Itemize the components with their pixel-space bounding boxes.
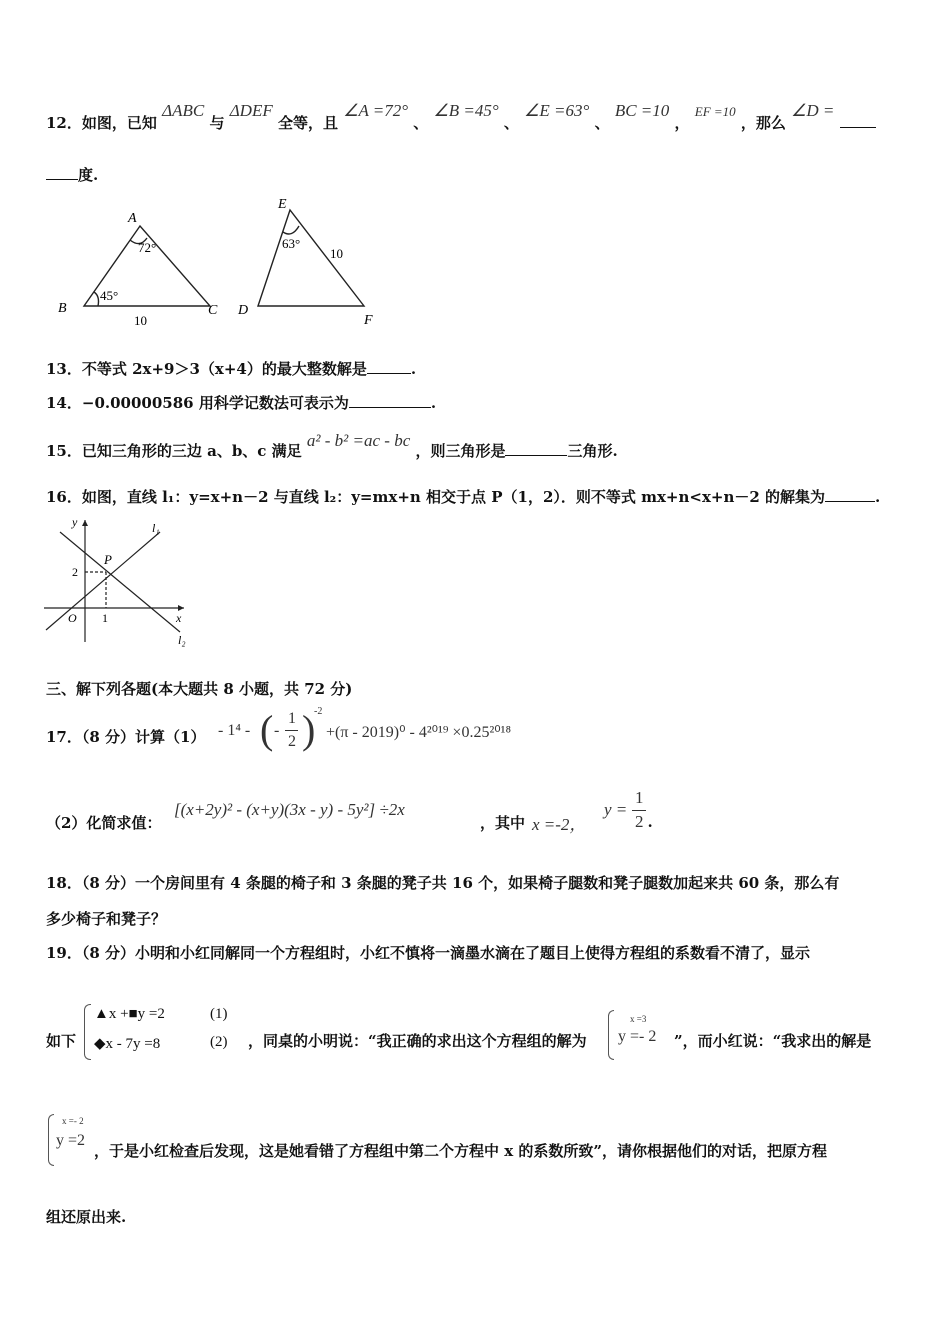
q19-line4 [46,1206,126,1227]
label-f: F [364,313,373,328]
q12-sep: 、 [503,114,519,132]
solution2-y: y =2 [56,1132,86,1149]
q17-paren-left: ( [260,707,274,752]
label-b: B [58,301,67,316]
label-e: E [278,197,287,212]
equation-2-number: (2) [210,1034,228,1050]
q17-part2-mid: ，其中 [480,814,526,832]
y-arrow-icon [82,520,88,526]
q12-bc: BC =10 [614,101,670,120]
q19-line2-mid [248,1030,587,1051]
q14-end: . [430,394,437,412]
q17-term1: - 1⁴ - [218,722,251,739]
q12-and: 与 [209,114,225,132]
solution2-brace [48,1114,54,1166]
label-one: 1 [102,611,108,625]
q15-end: 三角形. [567,442,618,460]
label-x: x [176,611,182,625]
label-p: P [104,552,112,567]
q17-frac-num: 1 [288,710,296,727]
q12-angle-a: ∠A =72° [343,101,409,120]
solution2-x: x =- 2 [62,1116,84,1126]
equation-1-number: (1) [210,1006,228,1022]
q15-formula: a² - b² =ac - bc [306,431,411,450]
q15-answer-blank[interactable] [505,441,567,456]
q19-line2 [46,1030,76,1051]
label-y: y [72,515,78,529]
q17-frac-sign: - [274,722,280,739]
q12-degree: 度. [78,166,99,184]
q19-mid3: ，于是小红检查后发现，这是她看错了方程组中第二个方程中 x 的系数所致”，请你根据他们的对话，把原方程 [94,1142,828,1160]
q16-end: . [875,488,881,506]
q12-prefix: 12．如图，已知 [46,114,157,132]
q12-line1 [46,101,876,133]
line-l2 [60,532,180,632]
q13-answer-blank[interactable] [367,359,411,374]
q15 [46,431,618,461]
equation-1: ▲x +■y =2 [94,1006,165,1022]
section-title [46,678,352,699]
label-side-ef: 10 [330,246,343,261]
label-l1: l₁ [152,521,160,535]
q19-text1: 19．（8 分）小明和小红同解同一个方程组时，小红不慎将一滴墨水滴在了题目上使得方程组的系数看不清了，显示 [46,944,811,962]
q19-system [84,1004,244,1060]
q17-x-value: x =-2， [532,815,587,834]
q18-text2: 多少椅子和凳子？ [46,910,167,928]
q17-part2 [46,812,161,833]
q19-prefix: 如下 [46,1032,77,1050]
label-a: A [128,211,137,226]
system-brace [84,1004,91,1060]
q16-text: 16．如图，直线 l₁：y=x+n－2 与直线 l₂：y=mx+n 相交于点 P（1，2）．则不等式 mx+n<x+n－2 的解集为 [46,488,826,506]
q17-frac-bar [285,730,298,731]
label-d: D [238,303,249,318]
q17-exponent: -2 [314,706,323,717]
q12-answer-blank[interactable] [840,113,876,128]
q17-expression2 [174,790,654,840]
q16 [46,486,880,507]
q13 [46,358,416,379]
q12-angle-d: ∠D = [791,101,835,120]
q14 [46,392,436,413]
solution1-x: x =3 [630,1014,647,1024]
q18-text1: 18．（8 分）一个房间里有 4 条腿的椅子和 3 条腿的凳子共 16 个，如果椅子腿数和凳子腿数加起来共 60 条，那么有 [46,874,840,892]
q12-line2 [46,164,98,185]
q17-expression1 [218,708,578,756]
q12-triangle-abc: ΔABC [162,101,205,120]
q17-frac-den: 2 [288,733,296,750]
q17-label: 17．（8 分）计算（1） [46,728,206,746]
q12-sep: ， [674,114,690,132]
solution1-y: y =- 2 [618,1028,657,1045]
label-angle-e: 63° [282,236,301,251]
q19-line2-end [674,1030,871,1051]
q17-rest: +(π - 2019)⁰ - 4²⁰¹⁹ ×0.25²⁰¹⁸ [326,724,512,741]
q18-line2 [46,908,166,929]
q12-answer-blank-cont[interactable] [46,165,78,180]
q12-ef: EF =10 [694,104,736,119]
q12-sep: 、 [413,114,429,132]
q19-solution1 [608,1010,676,1060]
q12-angle-b: ∠B =45° [433,101,499,120]
section-title-text: 三、解下列各题(本大题共 8 小题，共 72 分) [46,680,353,698]
q19-last: 组还原出来. [46,1208,127,1226]
q12-angle-e: ∠E =63° [524,101,590,120]
label-angle-a: 72° [138,240,157,255]
q12-congruent: 全等，且 [277,114,338,132]
label-side-bc: 10 [134,313,147,328]
q16-figure [40,512,200,652]
q13-text: 13．不等式 2x+9＞3（x+4）的最大整数解是 [46,360,367,378]
q18-line1 [46,872,839,893]
q12-triangle-def: ΔDEF [229,101,273,120]
q13-end: . [410,360,417,378]
label-angle-b: 45° [100,288,119,303]
solution1-brace [608,1010,614,1060]
label-c: C [208,303,218,318]
label-two: 2 [72,565,78,579]
q17-y-bar [632,810,646,811]
q19-mid1: ，同桌的小明说：“我正确的求出这个方程组的解为 [248,1032,587,1050]
q15-mid: ，则三角形是 [415,442,506,460]
q17-part2-label: （2）化简求值： [46,814,162,832]
q12-sep: 、 [594,114,610,132]
triangle-def [258,210,364,306]
q19-mid2: ”，而小红说：“我求出的解是 [674,1032,872,1050]
q19-solution2 [48,1114,98,1166]
q17-y-num: 1 [635,788,644,807]
q17-part1 [46,726,205,747]
q15-prefix: 15．已知三角形的三边 a、b、c 满足 [46,442,302,460]
q17-y-den: 2 [635,812,644,831]
q16-answer-blank[interactable] [825,487,875,502]
q17-paren-right: ) [302,707,316,752]
q17-part2-expr: [(x+2y)² - (x+y)(3x - y) - 5y²] ÷2x [174,800,405,819]
q14-text: 14．−0.00000586 用科学记数法可表示为 [46,394,349,412]
equation-2: ◆x - 7y =8 [94,1036,161,1052]
q19-line3 [94,1140,827,1161]
label-origin: O [68,611,77,625]
q12-then: ，那么 [740,114,786,132]
q17-end: . [648,812,653,831]
q12-figure [40,192,400,332]
label-l2: l₂ [178,633,186,647]
q17-y-value: y = [604,800,628,819]
q19-line1 [46,942,810,963]
q14-answer-blank[interactable] [349,393,431,408]
